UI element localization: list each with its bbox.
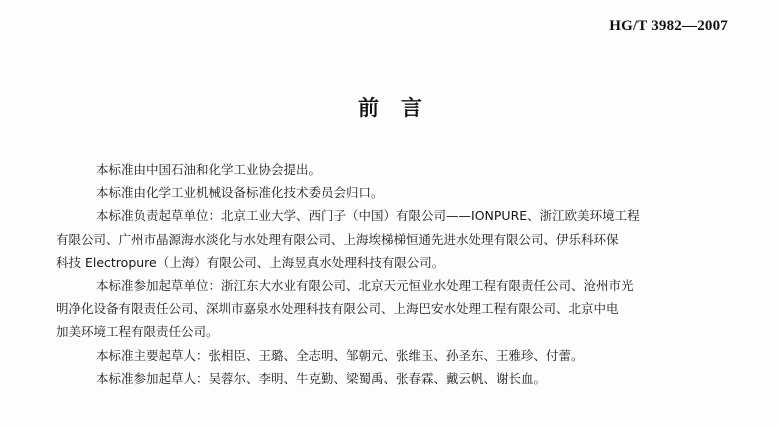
page-title: 前言 bbox=[358, 96, 444, 120]
foreword-body bbox=[56, 158, 736, 390]
paragraph-participating-units-line-2: 明净化设备有限责任公司、深圳市嘉泉水处理科技有限公司、上海巴安水处理工程有限公司、北京中电 bbox=[56, 301, 619, 317]
paragraph-technical-committee: 本标准由化学工业机械设备标准化技术委员会归口。 bbox=[96, 185, 384, 201]
paragraph-participating-units-line-3: 加美环境工程有限责任公司。 bbox=[56, 324, 219, 340]
paragraph-drafting-units-line-1: 本标准负责起草单位：北京工业大学、西门子（中国）有限公司——IONPURE、浙江欧美环境工程 bbox=[96, 208, 640, 224]
standard-code: HG/T 3982—2007 bbox=[609, 18, 728, 34]
paragraph-main-drafters: 本标准主要起草人：张相臣、王璐、全志明、邹朝元、张维玉、孙圣东、王雅珍、付蕾。 bbox=[96, 347, 584, 363]
paragraph-participating-drafters: 本标准参加起草人：吴蓉尔、李明、牛克勤、梁蜀禹、张春霖、戴云帆、谢长血。 bbox=[96, 370, 547, 386]
paragraph-drafting-units-line-2: 有限公司、广州市晶源海水淡化与水处理有限公司、上海埃梯梯恒通先进水处理有限公司、伊乐科环保 bbox=[56, 231, 619, 247]
paragraph-participating-units-line-1: 本标准参加起草单位：浙江东大水业有限公司、北京天元恒业水处理工程有限责任公司、沧州市光 bbox=[96, 278, 634, 294]
paragraph-proposer: 本标准由中国石油和化学工业协会提出。 bbox=[96, 162, 322, 177]
paragraph-drafting-units-line-3: 科技 Electropure（上海）有限公司、上海昱真水处理科技有限公司。 bbox=[56, 254, 445, 270]
